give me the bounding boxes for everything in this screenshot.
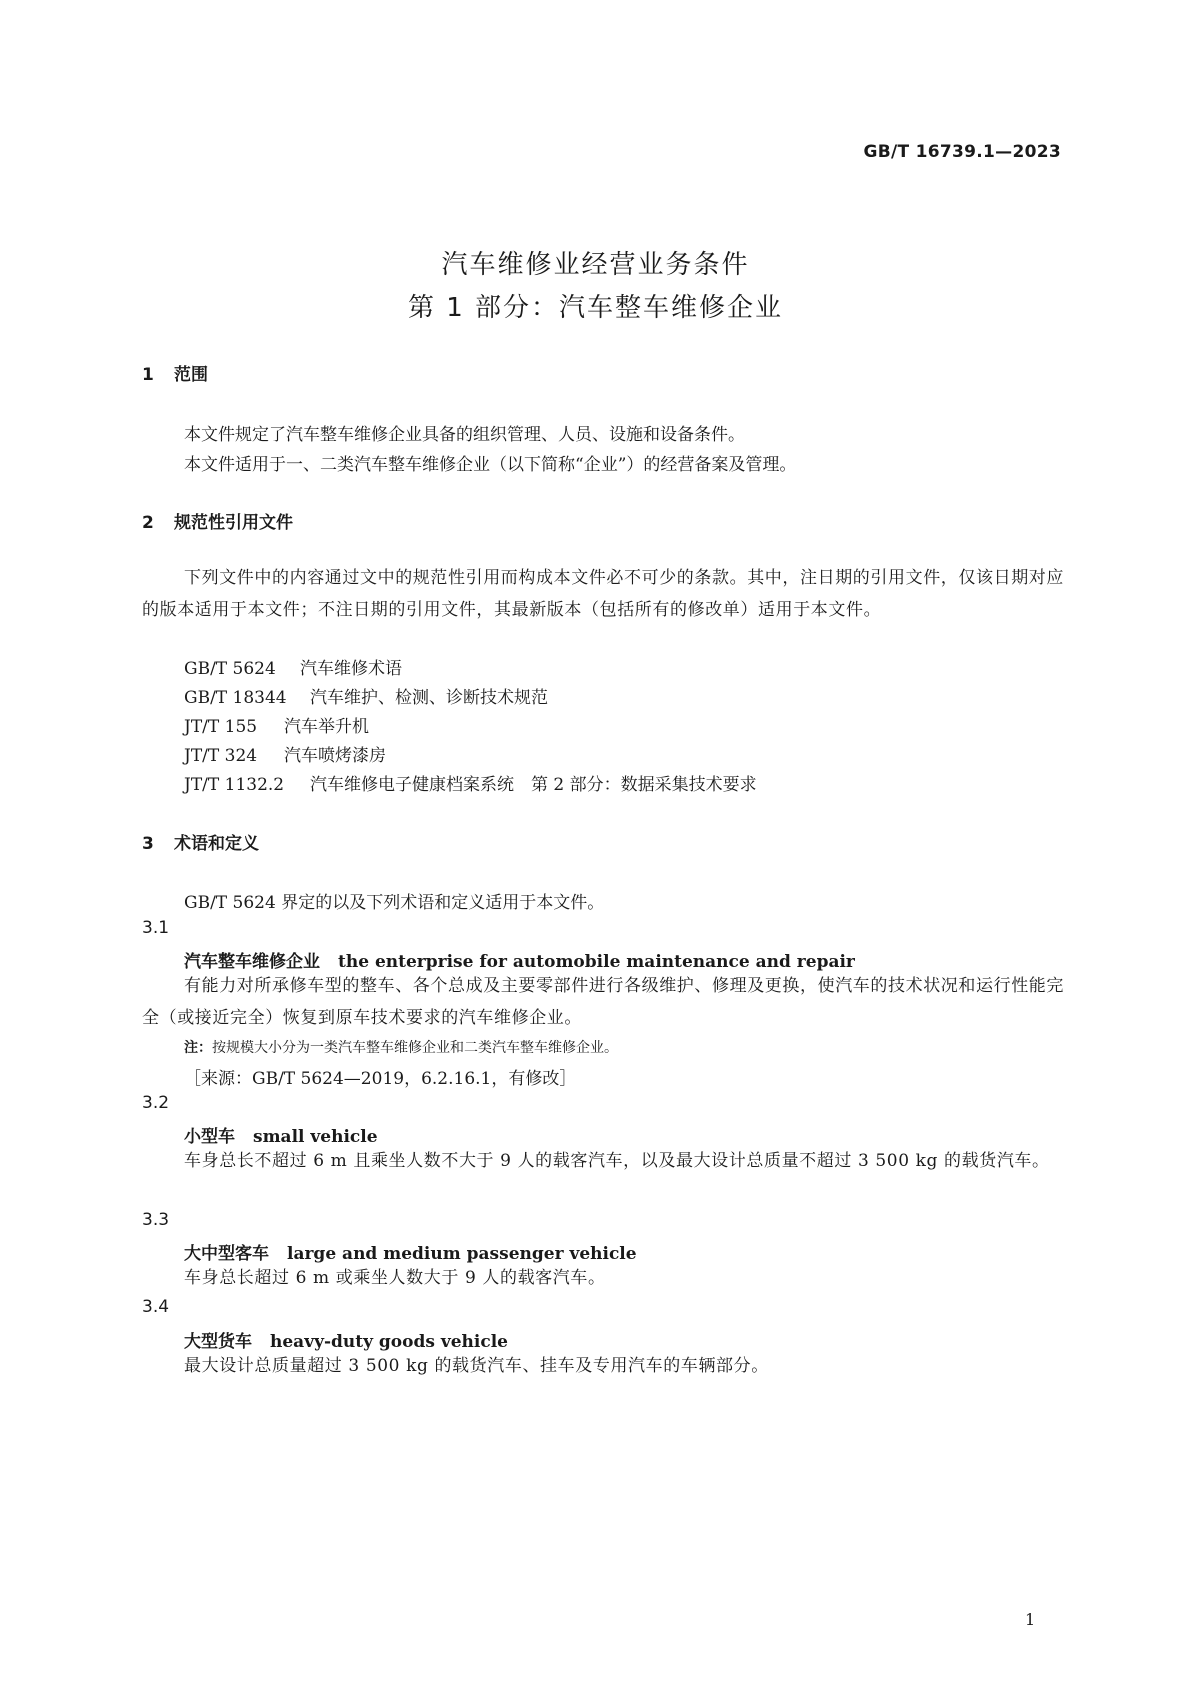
section-number: 3	[142, 834, 154, 854]
term-en: heavy-duty goods vehicle	[270, 1332, 508, 1352]
reference-item	[184, 770, 757, 795]
document-title-line2: 第 1 部分：汽车整车维修企业	[407, 293, 784, 323]
reference-item	[184, 683, 548, 708]
standard-number: GB/T 16739.1—2023	[863, 142, 1061, 162]
term-heading	[184, 1122, 378, 1147]
reference-item	[184, 712, 369, 737]
term-definition: 车身总长不超过 6 m 且乘坐人数不大于 9 人的载客汽车，以及最大设计总质量不超过 3 500 kg 的载货汽车。	[184, 1151, 1050, 1171]
term-number: 3.2	[142, 1093, 170, 1113]
section-title: 术语和定义	[174, 834, 259, 854]
reference-title: 汽车维修术语	[300, 659, 402, 679]
section-number: 1	[142, 365, 154, 385]
term-zh: 小型车	[184, 1127, 235, 1147]
section-3-heading	[142, 829, 259, 854]
section-title: 范围	[174, 365, 208, 385]
term-number: 3.4	[142, 1297, 170, 1317]
term-definition: 最大设计总质量超过 3 500 kg 的载货汽车、挂车及专用汽车的车辆部分。	[184, 1356, 769, 1376]
paragraph: 本文件适用于一、二类汽车整车维修企业（以下简称“企业”）的经营备案及管理。	[184, 455, 797, 475]
term-definition: 有能力对所承修车型的整车、各个总成及主要零部件进行各级维护、修理及更换，使汽车的技术状况和运行性能完全（或接近完全）恢复到原车技术要求的汽车维修企业。	[142, 976, 1064, 1028]
term-en: small vehicle	[253, 1127, 378, 1147]
reference-code: JT/T 155	[184, 717, 258, 737]
term-en: large and medium passenger vehicle	[287, 1244, 637, 1264]
term-definition: 车身总长超过 6 m 或乘坐人数大于 9 人的载客汽车。	[184, 1268, 606, 1288]
reference-item	[184, 741, 386, 766]
document-title-line1: 汽车维修业经营业务条件	[441, 250, 750, 280]
reference-title: 汽车举升机	[284, 717, 369, 737]
paragraph: 下列文件中的内容通过文中的规范性引用而构成本文件必不可少的条款。其中，注日期的引用文件，仅该日期对应的版本适用于本文件；不注日期的引用文件，其最新版本（包括所有的修改单）适用于本文件。	[142, 568, 1064, 620]
term-number: 3.3	[142, 1210, 170, 1230]
reference-title: 汽车维护、检测、诊断技术规范	[310, 688, 548, 708]
term-heading	[184, 1239, 637, 1264]
reference-title: 汽车喷烤漆房	[284, 746, 386, 766]
reference-title: 汽车维修电子健康档案系统 第 2 部分：数据采集技术要求	[310, 775, 757, 795]
section-2-heading	[142, 508, 293, 533]
term-source: ［来源：GB/T 5624—2019，6.2.16.1，有修改］	[184, 1069, 577, 1089]
term-heading	[184, 1327, 508, 1352]
reference-code: GB/T 18344	[184, 688, 287, 708]
page-number: 1	[1025, 1610, 1036, 1629]
term-heading	[184, 947, 855, 972]
note-text: 按规模大小分为一类汽车整车维修企业和二类汽车整车维修企业。	[212, 1040, 618, 1056]
reference-code: JT/T 1132.2	[184, 775, 285, 795]
term-note	[184, 1037, 618, 1057]
term-zh: 大中型客车	[184, 1244, 269, 1264]
reference-item	[184, 654, 402, 679]
term-en: the enterprise for automobile maintenance and repair	[338, 952, 855, 972]
note-label: 注：	[184, 1040, 212, 1056]
section-1-heading	[142, 360, 208, 385]
paragraph: GB/T 5624 界定的以及下列术语和定义适用于本文件。	[184, 893, 605, 913]
section-title: 规范性引用文件	[174, 513, 293, 533]
term-zh: 汽车整车维修企业	[184, 952, 320, 972]
section-number: 2	[142, 513, 154, 533]
paragraph: 本文件规定了汽车整车维修企业具备的组织管理、人员、设施和设备条件。	[184, 425, 745, 445]
term-zh: 大型货车	[184, 1332, 252, 1352]
reference-code: GB/T 5624	[184, 659, 276, 679]
reference-code: JT/T 324	[184, 746, 258, 766]
term-number: 3.1	[142, 918, 170, 938]
